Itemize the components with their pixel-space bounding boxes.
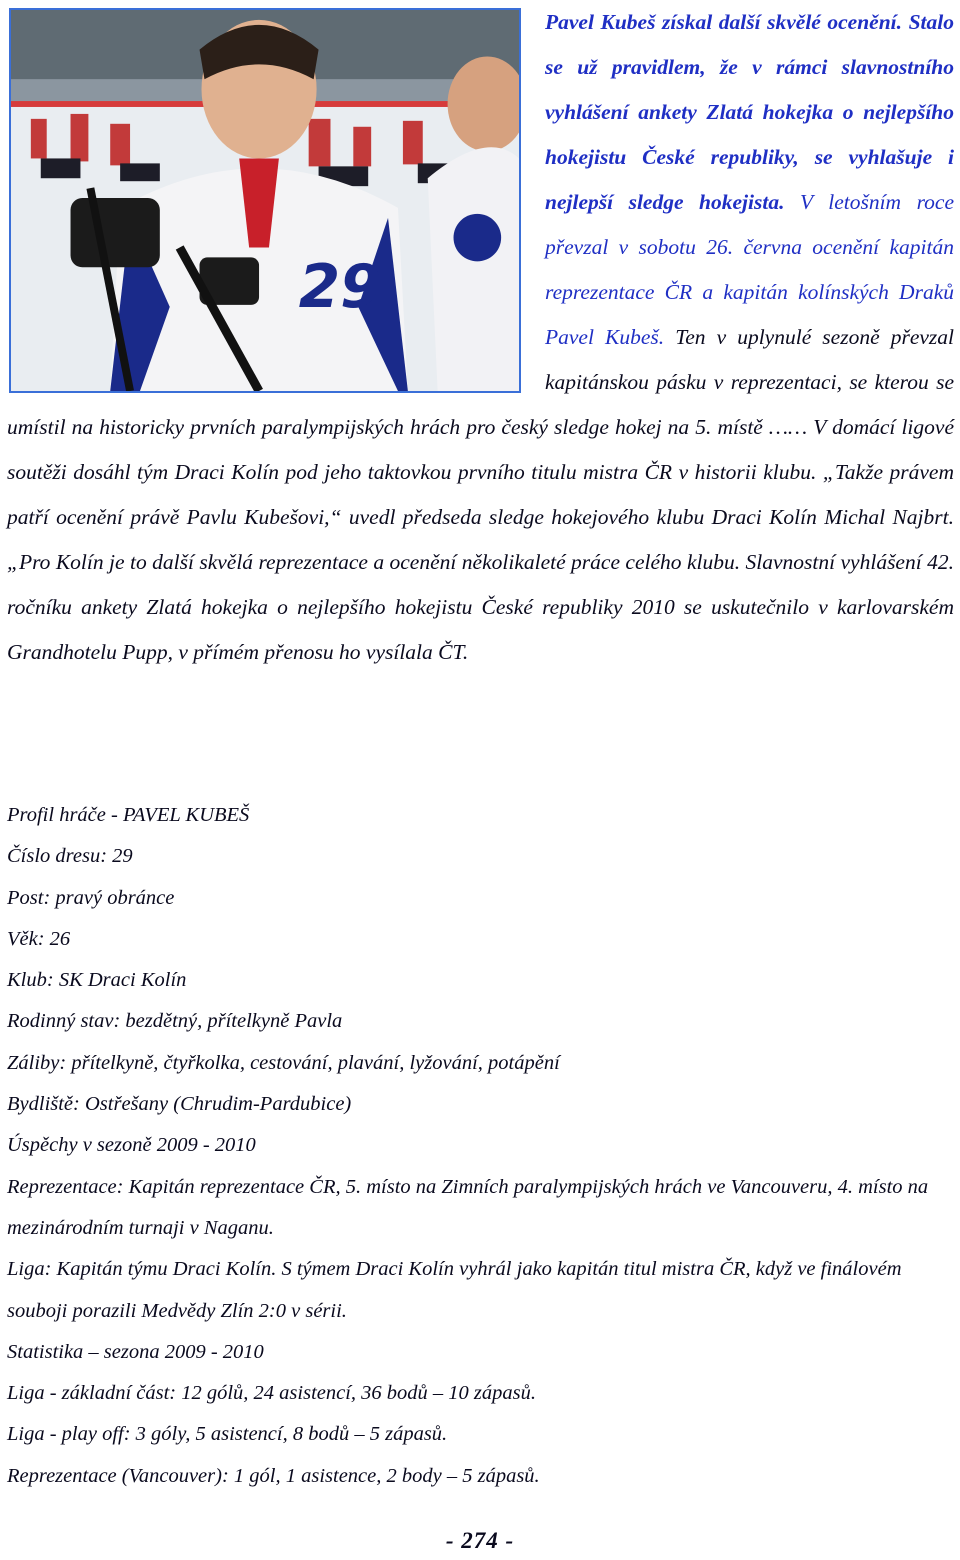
profile-club: Klub: SK Draci Kolín	[7, 969, 187, 992]
profile-stats-heading: Statistika – sezona 2009 - 2010	[7, 1340, 264, 1363]
profile-position: Post: pravý obránce	[7, 886, 175, 909]
profile-stats-regular: Liga - základní část: 12 gólů, 24 asistencí, 36 bodů – 10 zápasů.	[7, 1382, 537, 1405]
profile-stats-playoff: Liga - play off: 3 góly, 5 asistencí, 8 bodů – 5 zápasů.	[7, 1423, 448, 1446]
article-body: Ten v uplynulé sezoně převzal kapitánskou pásku v reprezentaci, se kterou se umístil na historicky prvních paralympijských hrách pro český sledge hokej na 5. místě …… V domácí ligové soutěži dosáhl tým Draci Kolín pod jeho taktovkou prvního titulu mistra ČR v historii klubu. „Takže právem patří ocenění právě Pavlu Kubešovi,“ uvedl předseda sledge hokejového klubu Draci Kolín Michal Najbrt. „Pro Kolín je to další skvělá reprezentace a ocenění několikaleté práce celého klubu. Slavnostní vyhlášení 42. ročníku ankety Zlatá hokejka o nejlepšího hokejistu České republiky 2010 se uskutečnilo v karlovarském Grandhotelu Pupp, v přímém přenosu ho vysílala ČT.	[7, 325, 954, 664]
profile-national-team: Reprezentace: Kapitán reprezentace ČR, 5. místo na Zimních paralympijských hrách ve Vancouveru, 4. místo na mezinárodním turnaji v Naganu.	[7, 1175, 929, 1239]
article-lead: Pavel Kubeš získal další skvělé ocenění. Stalo se už pravidlem, že v rámci slavnostního vyhlášení ankety Zlatá hokejka o nejlepšího hokejistu České republiky, se vyhlašuje i nejlepší sledge hokejista.	[545, 10, 954, 214]
page-number: - 274 -	[445, 1528, 515, 1553]
article-lead-continuation: V letošním roce převzal v sobotu 26. června ocenění kapitán reprezentace ČR a kapitán kolínských Draků Pavel Kubeš.	[545, 190, 954, 349]
article	[7, 0, 954, 675]
profile-success-heading: Úspěchy v sezoně 2009 - 2010	[7, 1134, 256, 1157]
profile-family: Rodinný stav: bezdětný, přítelkyně Pavla	[7, 1010, 343, 1033]
profile-heading: Profil hráče - PAVEL KUBEŠ	[7, 804, 250, 826]
sledge-hockey-photo	[11, 10, 519, 391]
profile-league: Liga: Kapitán týmu Draci Kolín. S týmem Draci Kolín vyhrál jako kapitán titul mistra ČR, když ve finálovém souboji porazili Medvědy Zlín 2:0 v sérii.	[7, 1258, 902, 1322]
player-photo	[9, 8, 521, 393]
jersey-number: 29	[298, 252, 382, 322]
profile-residence: Bydliště: Ostřešany (Chrudim-Pardubice)	[7, 1093, 352, 1116]
profile-stats-national: Reprezentace (Vancouver): 1 gól, 1 asistence, 2 body – 5 zápasů.	[7, 1464, 540, 1487]
profile-jersey: Číslo dresu: 29	[7, 845, 133, 868]
profile-hobbies: Záliby: přítelkyně, čtyřkolka, cestování, plavání, lyžování, potápění	[7, 1051, 560, 1074]
player-profile	[7, 795, 957, 1497]
profile-age: Věk: 26	[7, 927, 71, 950]
